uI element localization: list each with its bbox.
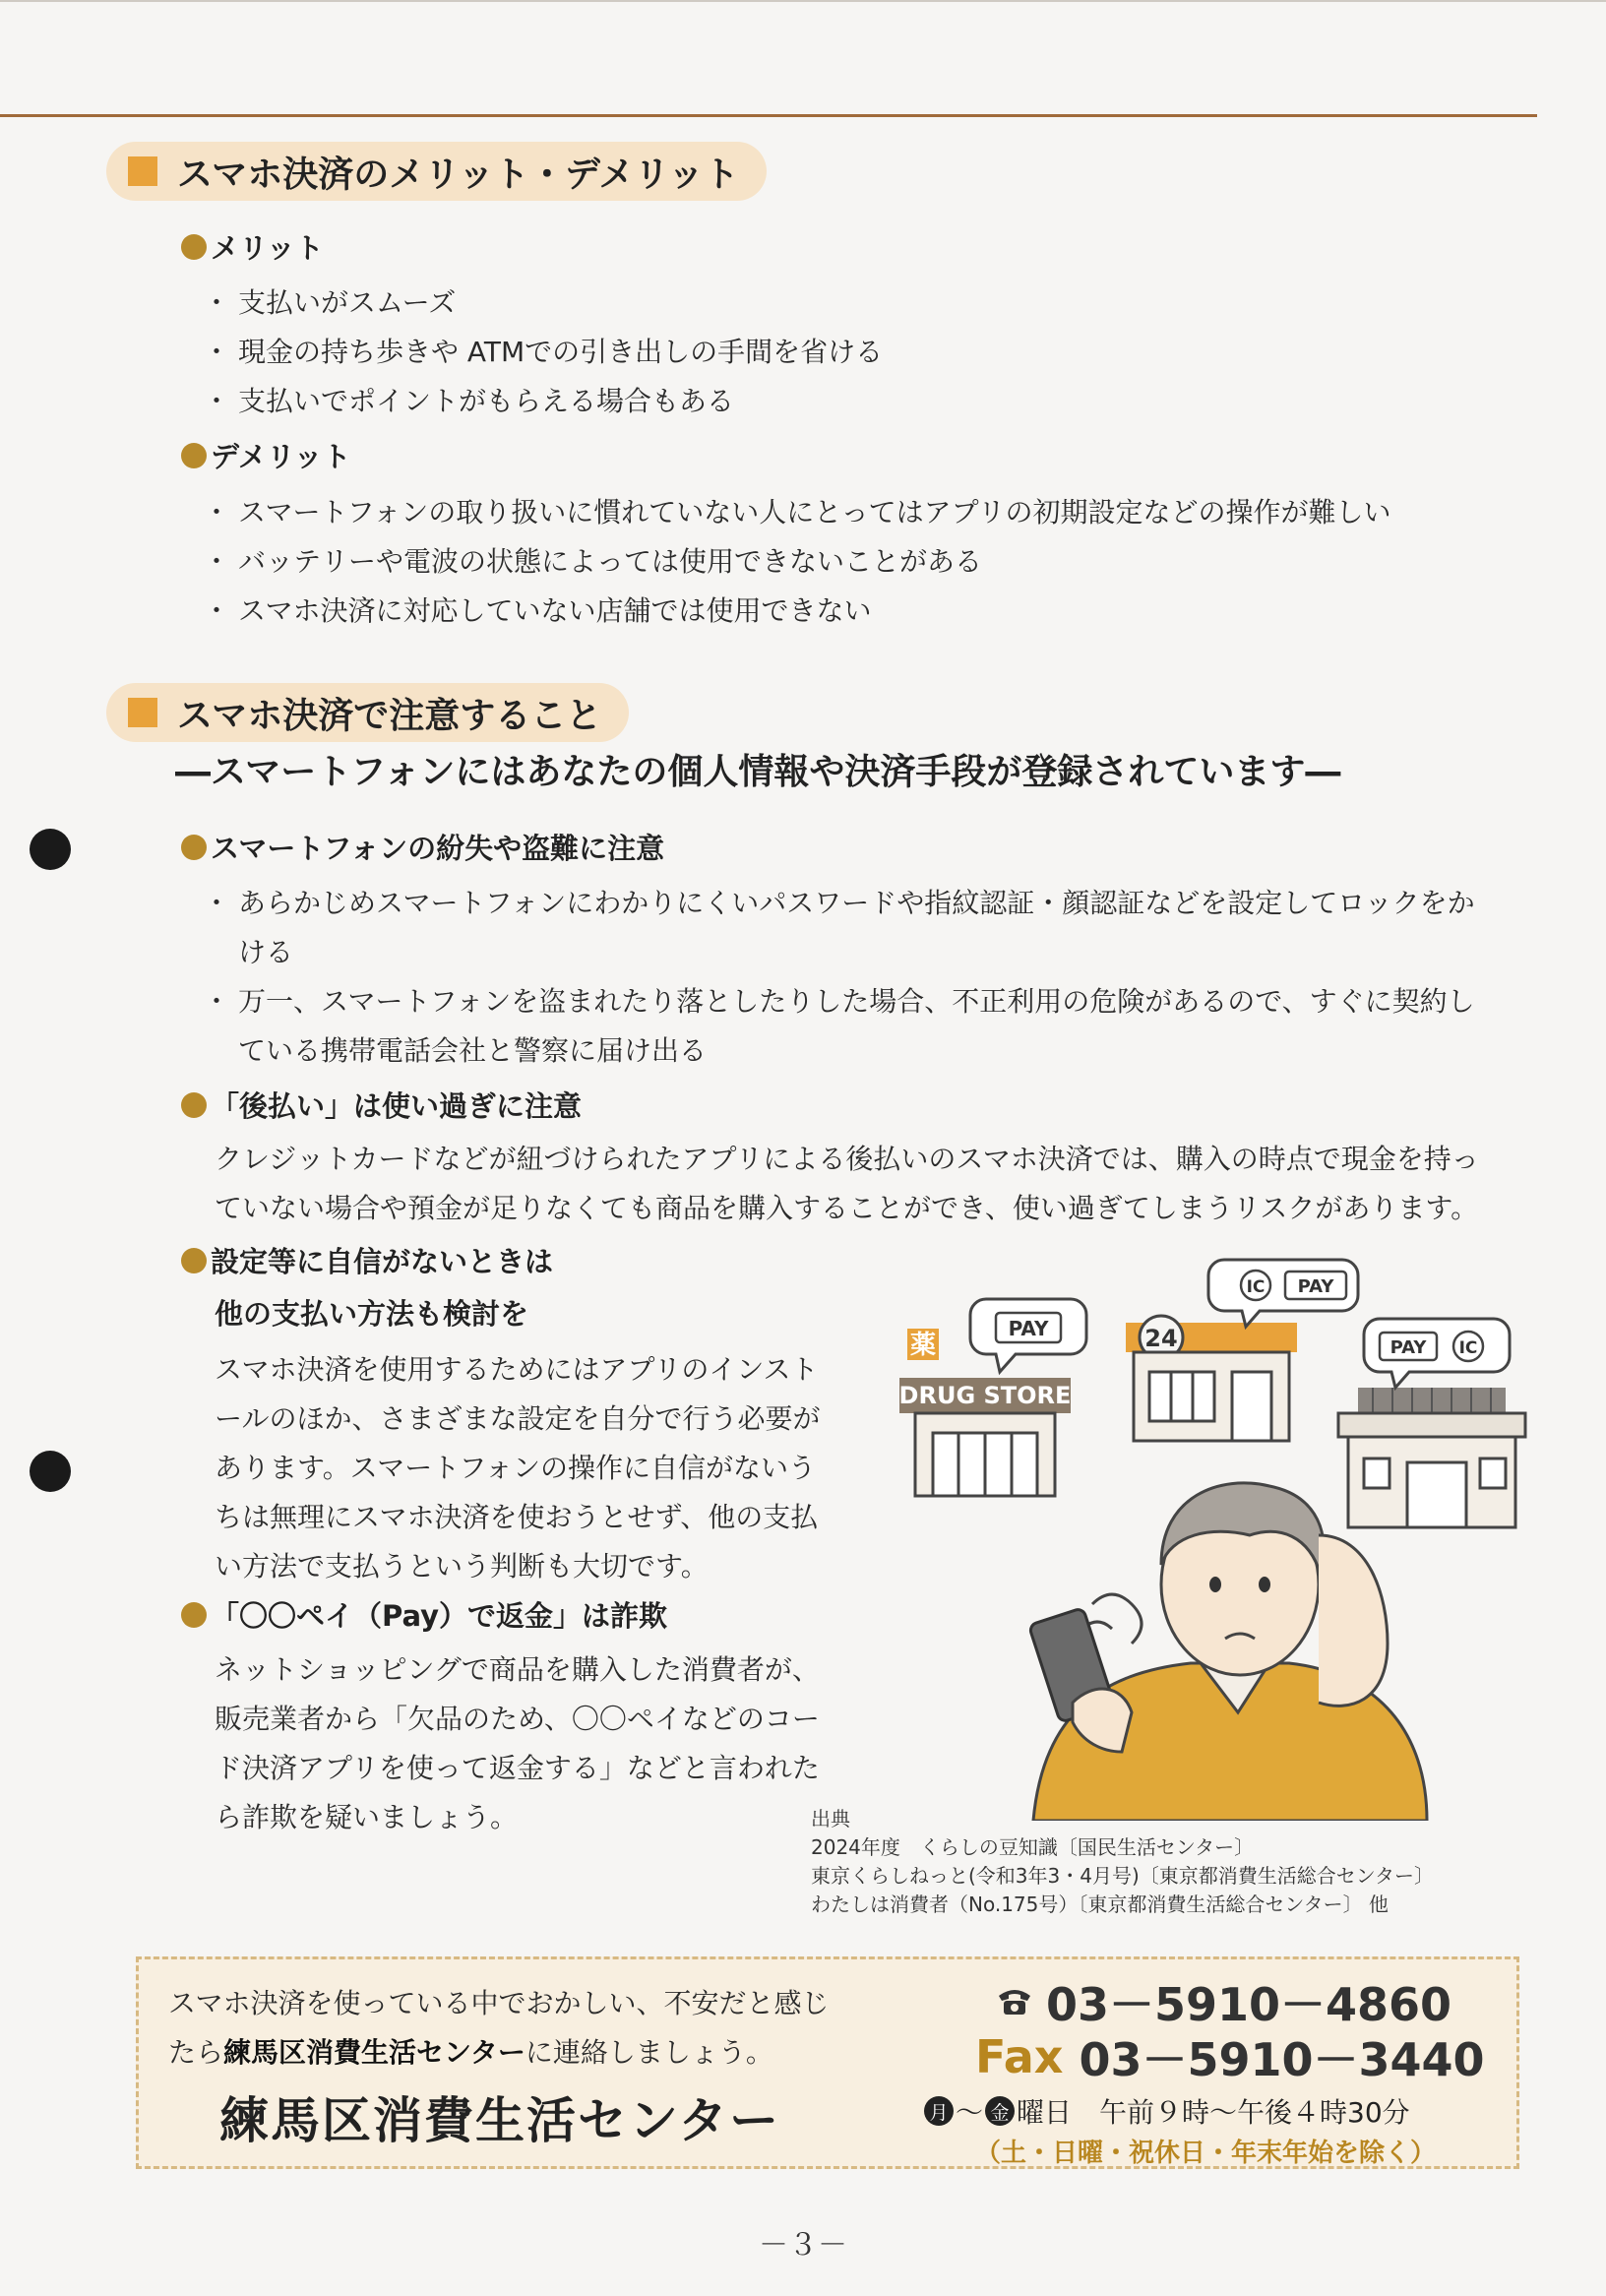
section2-subtitle: ―スマートフォンにはあなたの個人情報や決済手段が登録されています― bbox=[175, 752, 1341, 792]
square-bullet-icon bbox=[128, 156, 157, 186]
ic-label: IC bbox=[1458, 1338, 1478, 1358]
item2-heading bbox=[181, 1085, 582, 1125]
section1-title bbox=[106, 142, 767, 201]
section2-title bbox=[106, 683, 629, 742]
source-line: 2024年度 くらしの豆知識〔国民生活センター〕 bbox=[811, 1835, 1255, 1859]
source-heading: 出典 bbox=[811, 1807, 850, 1831]
fax-number: 03－5910－3440 bbox=[1079, 2033, 1485, 2086]
item3-heading-text: 設定等に自信がないときは bbox=[211, 1245, 554, 1278]
tel-number: 03－5910－4860 bbox=[1046, 1978, 1452, 2031]
contact-line2-pre: たら bbox=[168, 2036, 224, 2069]
list-item: ・ 万一、スマートフォンを盗まれたり落としたりした場合、不正利用の危険があるので、すぐに契約している携帯電話会社と警察に届け出る bbox=[207, 977, 1486, 1076]
contact-line1: スマホ決済を使っている中でおかしい、不安だと感じ bbox=[168, 1987, 830, 2019]
punch-hole-bottom bbox=[30, 1451, 71, 1492]
merit-list bbox=[207, 279, 883, 426]
punch-hole-top bbox=[30, 829, 71, 870]
pay-label: PAY bbox=[1008, 1317, 1049, 1340]
hours-wave: ～ bbox=[956, 2096, 984, 2129]
top-rule bbox=[0, 114, 1537, 117]
item2-text: クレジットカードなどが紐づけられたアプリによる後払いのスマホ決済では、購入の時点で現金を持っていない場合や預金が足りなくても商品を購入することができ、使い過ぎてしまうリスクがあります。 bbox=[215, 1143, 1479, 1224]
list-item: ・ バッテリーや電波の状態によっては使用できないことがある bbox=[207, 537, 1391, 587]
item3-heading bbox=[181, 1240, 553, 1280]
item4-text: ネットショッピングで商品を購入した消費者が、販売業者から「欠品のため、〇〇ペイなどのコード決済アプリを使って返金する」などと言われたら詐欺を疑いましょう。 bbox=[215, 1653, 820, 1833]
list-item: ・ スマホ決済に対応していない店舗では使用できない bbox=[207, 587, 1391, 636]
shop-icon bbox=[1338, 1388, 1525, 1527]
contact-message bbox=[168, 1979, 829, 2078]
center-name: 練馬区消費生活センター bbox=[219, 2092, 780, 2149]
dot-icon bbox=[181, 443, 207, 468]
dot-icon bbox=[181, 1602, 207, 1628]
item1-list bbox=[207, 879, 1486, 1076]
merit-heading-text: メリット bbox=[211, 231, 324, 265]
dot-icon bbox=[181, 1248, 207, 1273]
item3-heading-line2: 他の支払い方法も検討を bbox=[215, 1297, 529, 1331]
demerit-list bbox=[207, 488, 1391, 636]
list-item: ・ 支払いでポイントがもらえる場合もある bbox=[207, 377, 883, 426]
item4-heading bbox=[181, 1594, 667, 1635]
dot-icon bbox=[181, 835, 207, 860]
phone-icon bbox=[995, 1986, 1034, 2017]
contact-line2-post: に連絡しましょう。 bbox=[525, 2036, 773, 2069]
fax-label: Fax bbox=[975, 2030, 1064, 2083]
ic-pay-bubble-icon bbox=[1208, 1260, 1358, 1327]
demerit-heading bbox=[181, 435, 351, 475]
square-bullet-icon bbox=[128, 698, 157, 727]
page-edge bbox=[0, 0, 1606, 2]
source-line: 東京くらしねっと(令和3年3・4月号)〔東京都消費生活総合センター〕 bbox=[811, 1864, 1434, 1888]
fax-row bbox=[975, 2024, 1485, 2089]
list-item: ・ 現金の持ち歩きや ATMでの引き出しの手間を省ける bbox=[207, 328, 883, 377]
section1-title-text: スマホ決済のメリット・デメリット bbox=[177, 154, 739, 195]
hours-row bbox=[922, 2091, 1410, 2131]
closed-days: （土・日曜・祝休日・年末年始を除く） bbox=[975, 2139, 1437, 2168]
list-item: ・ 支払いがスムーズ bbox=[207, 279, 883, 328]
day-from-badge: 月 bbox=[924, 2096, 954, 2126]
day-to-badge: 金 bbox=[985, 2096, 1015, 2126]
ic-label: IC bbox=[1246, 1277, 1266, 1297]
source-line: わたしは消費者（No.175号）〔東京都消費生活総合センター〕 他 bbox=[811, 1893, 1389, 1916]
contact-line2 bbox=[168, 2028, 829, 2078]
item1-heading-text: スマートフォンの紛失や盗難に注意 bbox=[211, 832, 665, 865]
dot-icon bbox=[181, 1092, 207, 1118]
illustration bbox=[876, 1240, 1545, 1821]
list-item: ・ あらかじめスマートフォンにわかりにくいパスワードや指紋認証・顔認証などを設定してロックをかける bbox=[207, 879, 1486, 977]
hours-text: 曜日 午前９時～午後４時30分 bbox=[1017, 2096, 1410, 2129]
page-number: －３－ bbox=[759, 2228, 847, 2263]
item2-heading-text: 「後払い」は使い過ぎに注意 bbox=[211, 1089, 583, 1123]
pay-label: PAY bbox=[1297, 1276, 1334, 1297]
item3-text: スマホ決済を使用するためにはアプリのインストールのほか、さまざまな設定を自分で行う必要があります。スマートフォンの操作に自信がないうちは無理にスマホ決済を使おうとせず、他の支払い方法で支払うという判断も大切です。 bbox=[215, 1353, 821, 1582]
list-item: ・ スマートフォンの取り扱いに慣れていない人にとってはアプリの初期設定などの操作が難しい bbox=[207, 488, 1391, 537]
drugstore-sign: DRUG STORE bbox=[898, 1382, 1072, 1409]
conv-store-number: 24 bbox=[1144, 1325, 1178, 1352]
pay-bubble-icon bbox=[970, 1299, 1086, 1372]
confused-person-icon bbox=[1028, 1483, 1427, 1821]
merit-heading bbox=[181, 226, 324, 267]
contact-line2-center: 練馬区消費生活センター bbox=[223, 2036, 525, 2069]
convenience-store-icon bbox=[1126, 1316, 1297, 1441]
drugstore-kanji: 薬 bbox=[909, 1331, 937, 1360]
section2-title-text: スマホ決済で注意すること bbox=[177, 695, 602, 736]
pay-ic-bubble-icon bbox=[1364, 1319, 1510, 1388]
pay-label: PAY bbox=[1390, 1337, 1427, 1358]
source-block bbox=[811, 1805, 1434, 1919]
item1-heading bbox=[181, 827, 664, 867]
demerit-heading-text: デメリット bbox=[211, 440, 351, 473]
item4-heading-text: 「〇〇ペイ（Pay）で返金」は詐欺 bbox=[211, 1599, 668, 1633]
contact-box bbox=[136, 1956, 1519, 2169]
dot-icon bbox=[181, 234, 207, 260]
